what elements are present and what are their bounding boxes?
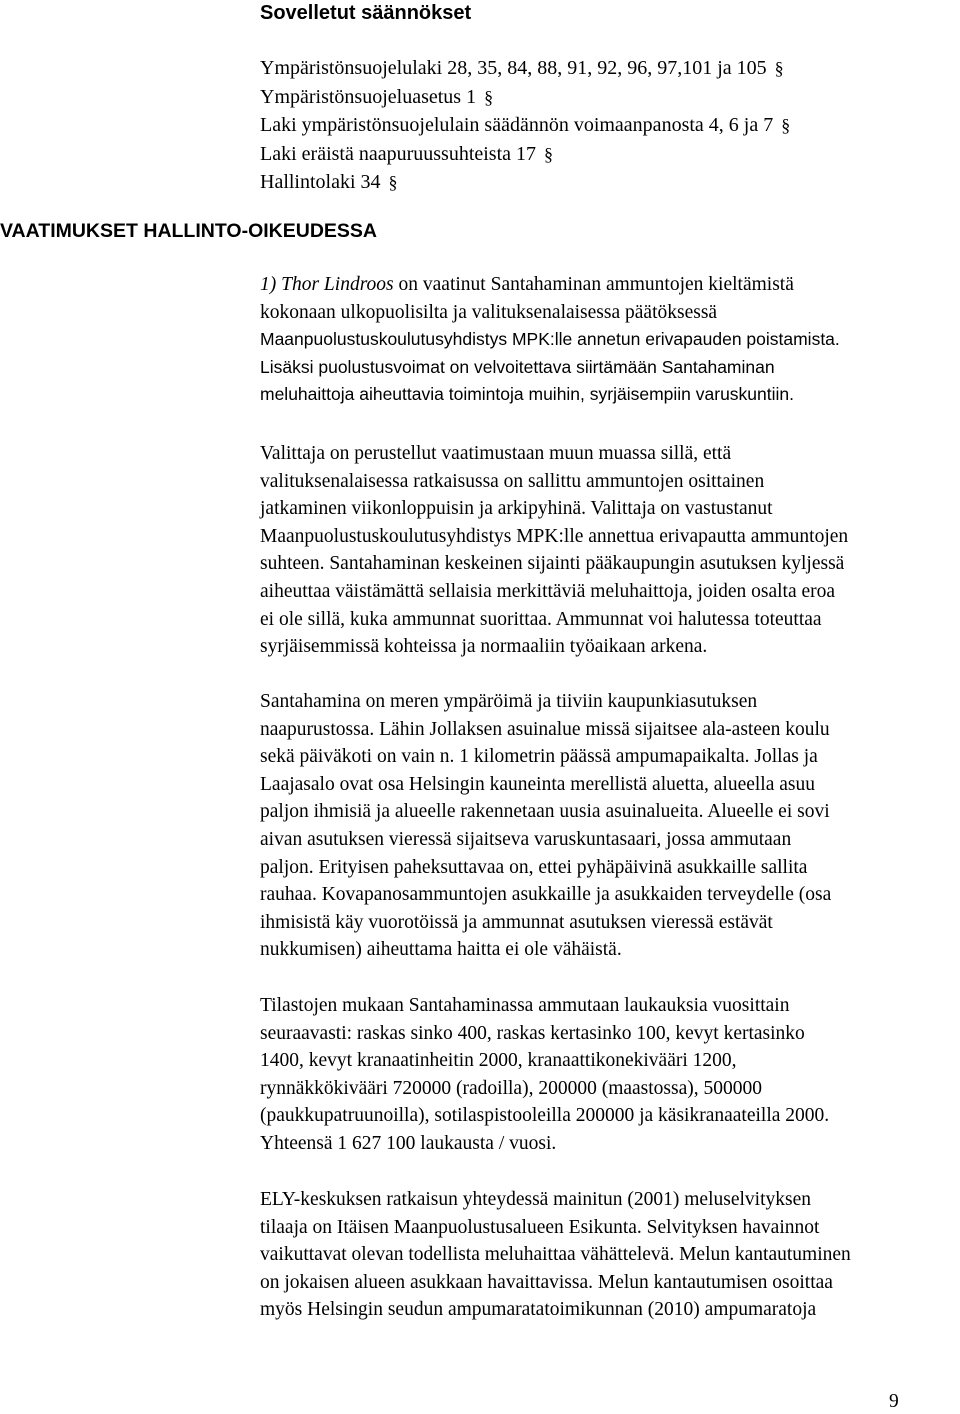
- text-line: paljon. Erityisen paheksuttavaa on, ettei pyhäpäivinä asukkaille sallita: [260, 856, 808, 878]
- text-line: ei ole sillä, kuka ammunnat suorittaa. Ammunnat voi halutessa toteuttaa: [260, 608, 822, 630]
- text-line: nukkumisen) aiheuttama haitta ei ole vähäistä.: [260, 939, 622, 961]
- text-line: on jokaisen alueen asukkaan havaittavissa. Melun kantautumisen osoittaa: [260, 1271, 833, 1293]
- text-line: rauhaa. Kovapanosammuntojen asukkaille ja asukkaiden terveydelle (osa: [260, 884, 832, 906]
- text-line: rynnäkkökivääri 720000 (radoilla), 200000 (maastossa), 500000: [260, 1077, 763, 1099]
- text-line: Tilastojen mukaan Santahaminassa ammutaan laukauksia vuosittain: [260, 995, 790, 1016]
- statute-line: [260, 111, 940, 140]
- text-line: seuraavasti: raskas sinko 400, raskas kertasinko 100, kevyt kertasinko: [260, 1022, 805, 1044]
- text-line: sekä päiväkoti on vain n. 1 kilometrin päässä ampumapaikalta. Jollas ja: [260, 746, 818, 768]
- statute-text: Ympäristönsuojeluasetus 1: [260, 85, 477, 108]
- section-sign: §: [774, 58, 784, 78]
- text-line: ihmisistä käy vuorotöissä ja ammunnat asutuksen vieressä estävät: [260, 911, 773, 933]
- statute-line: [260, 83, 940, 112]
- page-number: 9: [889, 1391, 899, 1412]
- section-sign: §: [781, 115, 791, 135]
- statute-text: Ympäristönsuojelulaki 28, 35, 84, 88, 91, 92, 96, 97,101 ja 105: [260, 57, 767, 79]
- section-heading-applied-rules: Sovelletut säännökset: [260, 2, 472, 24]
- paragraph-noise-study: [260, 1186, 960, 1324]
- text-line: paljon ihmisiä ja alueelle rakennetaan uusia asuinalueita. Alueelle ei sovi: [260, 801, 830, 823]
- text-line: kokonaan ulkopuolisilta ja valituksenalaisessa päätöksessä: [260, 301, 718, 323]
- text-line: naapurustossa. Lähin Jollaksen asuinalue missä sijaitsee ala-asteen koulu: [260, 718, 830, 740]
- section-heading-requirements: VAATIMUKSET HALLINTO-OIKEUDESSA: [0, 220, 378, 242]
- paragraph-requirement: [260, 271, 960, 409]
- text-line: valituksenalaisessa ratkaisussa on sallittu ammuntojen osittainen: [260, 470, 765, 492]
- text-line: myös Helsingin seudun ampumaratatoimikunnan (2010) ampumaratoja: [260, 1299, 817, 1321]
- text-line: aiheuttaa väistämättä sellaisia merkittäviä meluhaittoja, joiden osalta eroa: [260, 580, 836, 602]
- text-line: Laajasalo ovat osa Helsingin kauneinta merellistä aluetta, alueella asuu: [260, 773, 815, 795]
- statute-text: Laki ympäristönsuojelulain säädännön voimaanpanosta 4, 6 ja 7: [260, 114, 774, 136]
- text-line: Santahamina on meren ympäröimä ja tiiviin kaupunkiasutuksen: [260, 691, 758, 712]
- text-line: syrjäisemmissä kohteissa ja normaaliin työaikaan arkena.: [260, 636, 708, 658]
- text-line: ELY-keskuksen ratkaisun yhteydessä mainitun (2001) meluselvityksen: [260, 1189, 811, 1210]
- text-line: aivan asutuksen vieressä sijaitseva varuskuntasaari, jossa ammutaan: [260, 828, 792, 850]
- statute-line: [260, 168, 940, 197]
- text-line: Lisäksi puolustusvoimat on velvoitettava siirtämään Santahaminan: [260, 356, 775, 377]
- paragraph-justification: [260, 440, 960, 661]
- text-line: Valittaja on perustellut vaatimustaan muun muassa sillä, että: [260, 443, 732, 464]
- text-line: tilaaja on Itäisen Maanpuolustusalueen Esikunta. Selvityksen havainnot: [260, 1216, 820, 1238]
- text-line: jatkaminen viikonloppuisin ja arkipyhinä. Valittaja on vastustanut: [260, 498, 773, 520]
- line-text: on vaatinut Santahaminan ammuntojen kieltämistä: [393, 274, 794, 295]
- statute-text: Laki eräistä naapuruussuhteista 17: [260, 142, 537, 165]
- section-sign: §: [388, 172, 398, 192]
- text-line: Maanpuolustuskoulutusyhdistys MPK:lle annetun erivapauden poistamista.: [260, 329, 840, 350]
- text-line: (paukkupatruunoilla), sotilaspistooleilla 200000 ja käsikranaateilla 2000.: [260, 1105, 830, 1127]
- statute-list: [260, 54, 940, 197]
- text-line: meluhaittoja aiheuttavia toimintoja muihin, syrjäisempiin varuskuntiin.: [260, 384, 795, 405]
- statute-line: [260, 54, 940, 83]
- paragraph-statistics: [260, 992, 960, 1158]
- text-line: Maanpuolustuskoulutusyhdistys MPK:lle annettua erivapautta ammuntojen: [260, 525, 849, 547]
- text-line: 1400, kevyt kranaatinheitin 2000, kranaattikonekivääri 1200,: [260, 1050, 737, 1072]
- paragraph-location: [260, 688, 960, 964]
- text-line: vaikuttavat olevan todellista meluhaittaa vähättelevä. Melun kantautuminen: [260, 1244, 851, 1266]
- claimant-name: 1) Thor Lindroos: [260, 274, 394, 295]
- text-line: Yhteensä 1 627 100 laukausta / vuosi.: [260, 1132, 557, 1154]
- text-line: suhteen. Santahaminan keskeinen sijainti pääkaupungin asutuksen kyljessä: [260, 553, 845, 575]
- statute-line: [260, 140, 940, 169]
- section-sign: §: [484, 86, 494, 107]
- text-line: [260, 271, 960, 299]
- section-sign: §: [544, 143, 554, 164]
- statute-text: Hallintolaki 34: [260, 171, 381, 193]
